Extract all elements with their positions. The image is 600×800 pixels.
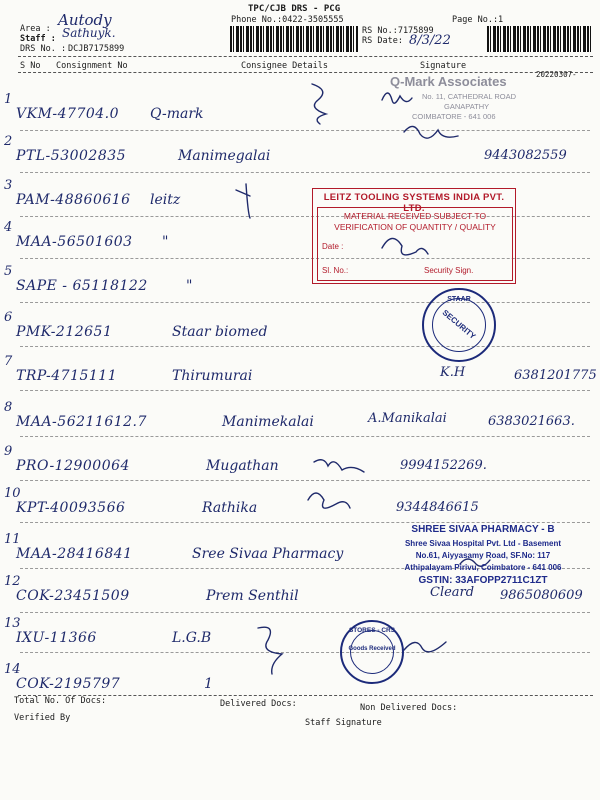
consignee-name: Manimekalai: [222, 414, 314, 430]
row-number: 13: [4, 616, 21, 631]
row-number: 1: [4, 92, 13, 107]
row-number: 11: [4, 532, 21, 547]
consignment-number: PTL-53002835: [16, 148, 127, 164]
qmark-stamp-title: Q-Mark Associates: [390, 74, 507, 89]
consignment-row-9: [0, 444, 600, 488]
consignment-number: VKM-47704.0: [16, 106, 120, 122]
pharmacy-stamp-city: Athipalayam Pirivu, Coimbatore - 641 006: [404, 563, 562, 572]
consignment-row-2: [0, 134, 600, 178]
row-number: 4: [4, 220, 13, 235]
consignment-number: SAPE - 65118122: [16, 278, 148, 294]
row-divider: [20, 390, 590, 391]
qmark-stamp-line3: COIMBATORE - 641 006: [412, 112, 496, 121]
header-barcode-2: [487, 26, 593, 52]
qmark-stamp-line2: GANAPATHY: [444, 102, 490, 111]
row-number: 3: [4, 178, 13, 193]
staff-signature-label: Staff Signature: [305, 718, 382, 728]
phone-number: Phone No.:0422-3505555: [231, 15, 344, 25]
row-divider: [20, 652, 590, 653]
row-divider: [20, 612, 590, 613]
column-header-sno: S No: [20, 61, 41, 71]
row-divider: [20, 302, 590, 303]
stores-seal-center-text: Goods Received: [348, 646, 396, 652]
phone-number: 9994152269.: [400, 458, 487, 473]
staar-security-seal: [422, 288, 496, 362]
phone-number: 9344846615: [396, 500, 479, 515]
consignment-number: COK-2195797: [16, 676, 121, 692]
header-barcode-1: [230, 26, 358, 52]
pharmacy-stamp-hospital: Shree Sivaa Hospital Pvt. Ltd - Basement: [404, 539, 562, 548]
consignment-number: IXU-11366: [16, 630, 97, 646]
total-docs-label: Total No. Of Docs:: [14, 696, 107, 706]
staar-seal-center-text: SECURITY: [440, 308, 478, 341]
consignment-number: TRP-4715111: [16, 368, 118, 384]
row-number: 5: [4, 264, 13, 279]
leitz-stamp-date-label: Date :: [322, 242, 344, 251]
consignment-number: MAA-28416841: [16, 546, 133, 562]
consignee-name: Staar biomed: [172, 324, 268, 340]
column-header-consignee: Consignee Details: [241, 61, 328, 71]
header-divider-bottom: [18, 72, 593, 73]
row-divider: [20, 130, 590, 131]
stores-seal-top-text: STORES - CRS: [348, 627, 396, 634]
row-divider: [20, 172, 590, 173]
receiver-signature: K.H: [440, 365, 466, 380]
row-number: 6: [4, 310, 13, 325]
consignment-number: MAA-56501603: [16, 234, 133, 250]
consignment-number: KPT-40093566: [16, 500, 126, 516]
consignee-name: Manimegalai: [178, 148, 271, 164]
stores-crs-seal: [340, 620, 404, 684]
row-divider: [20, 522, 590, 523]
row-divider: [20, 436, 590, 437]
consignment-number: PMK-212651: [16, 324, 113, 340]
staff-label: Staff :: [20, 34, 56, 44]
drs-label: DRS No. :: [20, 44, 67, 54]
row-number: 8: [4, 400, 13, 415]
consignee-name: Thirumurai: [172, 368, 253, 384]
consignment-number: PRO-12900064: [16, 458, 130, 474]
consignee-name: Sree Sivaa Pharmacy: [192, 546, 344, 562]
leitz-stamp-title: LEITZ TOOLING SYSTEMS INDIA PVT. LTD.: [323, 192, 505, 214]
receiver-signature: A.Manikalai: [368, 411, 447, 426]
document-title: TPC/CJB DRS - PCG: [248, 4, 341, 14]
phone-number: 9865080609: [500, 588, 583, 603]
receiver-signature: Cleard: [430, 585, 475, 600]
consignment-number: MAA-56211612.7: [16, 414, 147, 430]
pharmacy-stamp: [372, 524, 594, 586]
rs-number: RS No.:7175899: [362, 26, 434, 36]
rs-date-value: 8/3/22: [409, 33, 451, 48]
row-number: 14: [4, 662, 21, 677]
row-number: 7: [4, 354, 13, 369]
delivered-docs-label: Delivered Docs:: [220, 699, 297, 709]
non-delivered-docs-label: Non Delivered Docs:: [360, 703, 458, 713]
row-divider: [20, 346, 590, 347]
column-header-consignment: Consignment No: [56, 61, 128, 71]
consignee-name: Rathika: [202, 500, 258, 516]
qmark-stamp-line1: No. 11, CATHEDRAL ROAD: [422, 92, 517, 101]
pharmacy-stamp-name: SHREE SIVAA PHARMACY - B: [411, 524, 555, 535]
consignee-name: Mugathan: [206, 458, 279, 474]
verified-by-label: Verified By: [14, 713, 71, 723]
consignment-row-6: [0, 310, 600, 354]
consignee-name: L.G.B: [172, 630, 212, 646]
consignment-number: PAM-48860616: [16, 192, 131, 208]
leitz-stamp-line2: VERIFICATION OF QUANTITY / QUALITY: [334, 222, 496, 232]
leitz-stamp-security-sign: Security Sign.: [424, 266, 474, 275]
drs-value: DCJB7175899: [68, 44, 125, 54]
row-number: 9: [4, 444, 13, 459]
area-value: Autody: [58, 11, 112, 29]
consignee-name: ": [162, 234, 169, 250]
pharmacy-stamp-gstin: GSTIN: 33AFOPP2711C1ZT: [418, 575, 548, 586]
leitz-stamp-line1: MATERIAL RECEIVED SUBJECT TO: [343, 211, 487, 221]
row-number: 12: [4, 574, 21, 589]
phone-number: 6381201775: [514, 368, 597, 383]
consignee-name: Prem Senthil: [206, 588, 299, 604]
consignee-name: 1: [204, 676, 213, 692]
consignment-number: COK-23451509: [16, 588, 130, 604]
row-divider: [20, 480, 590, 481]
header-divider-top: [18, 56, 593, 57]
staar-seal-top-text: STAAR: [447, 296, 471, 303]
rs-date-label: RS Date:: [362, 36, 403, 46]
area-label: Area :: [20, 24, 51, 34]
consignee-name: ": [186, 278, 193, 294]
page-number: Page No.:1: [452, 15, 504, 25]
staff-value: Sathuyk.: [62, 26, 116, 40]
consignment-row-7: [0, 354, 600, 398]
row-number: 10: [4, 486, 21, 501]
leitz-stamp-inner-box: [317, 207, 513, 281]
column-header-signature: Signature: [420, 61, 467, 71]
consignee-name: Q-mark: [150, 106, 204, 122]
phone-number: 6383021663.: [488, 414, 575, 429]
leitz-stamp-slno-label: Sl. No.:: [322, 266, 349, 275]
leitz-stamp: [312, 188, 516, 284]
consignment-row-8: [0, 400, 600, 444]
row-number: 2: [4, 134, 13, 149]
pharmacy-stamp-address: No.61, Aiyyasamy Road, SF.No: 117: [415, 551, 551, 560]
consignee-name: leitz: [150, 192, 181, 208]
consignment-row-13: [0, 616, 600, 660]
phone-number: 9443082559: [484, 148, 567, 163]
document-id: 20220307-: [536, 70, 577, 79]
